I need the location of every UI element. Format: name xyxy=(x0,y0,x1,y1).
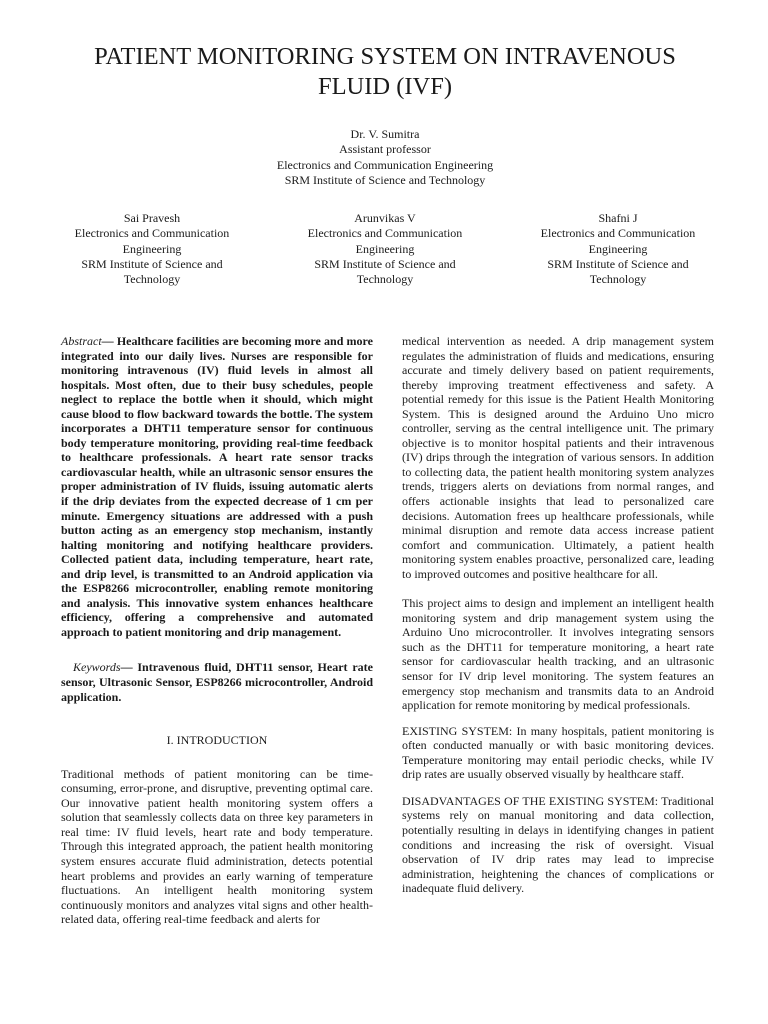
author-dept: Electronics and Communication xyxy=(540,226,696,241)
introduction-paragraph: Traditional methods of patient monitoring can be time-consuming, error-prone, and disruptive, preventing optimal care. Our innovative patient health monitoring system offers a solution that seamlessly collects data on three key parameters in real time: IV fluid levels, heart rate and body temperature. Through this integrated approach, the patient health monitoring system ensures accurate fluid administration, detects potential heart problems and provides an early warning of temperature fluctuations. An intelligent health monitoring system continuously monitors and analyzes vital signs and other health-related data, offering real-time feedback and alerts for xyxy=(61,766,373,927)
author-institute: Technology xyxy=(356,272,414,287)
body-paragraph-2: This project aims to design and implement an intelligent health monitoring system and drip management system using the Arduino Uno microcontroller. It involves integrating sensors such as the DHT11 for temperature monitoring, a heart rate sensor for cardiovascular health tracking, and an ultrasonic sensor for IV drip level monitoring. The system features an emergency stop mechanism and transmits data to an Android application for remote monitoring by medical professionals. xyxy=(402,596,714,713)
author-dept: Engineering xyxy=(588,241,648,256)
author-institute: SRM Institute of Science and xyxy=(547,256,689,271)
lead-author-name: Dr. V. Sumitra xyxy=(350,127,420,141)
lead-author-institute: SRM Institute of Science and Technology xyxy=(284,172,486,187)
author-name: Sai Pravesh xyxy=(123,211,181,225)
author-name: Arunvikas V xyxy=(354,211,416,225)
author-institute: Technology xyxy=(123,272,181,287)
body-paragraph-1: medical intervention as needed. A drip management system regulates the administration of fluids and medications, ensuring accurate and timely delivery based on patient requirements, thereby improving treatment effectiveness and safety. A potential remedy for this issue is the Patient Health Monitoring System. This is designed around the Arduino Uno micro controller, serving as the central intelligence unit. The primary objective is to monitor hospital patients and their intravenous (IV) drips through the integration of various sensors. In addition to collecting data, the patient health monitoring system analyzes trends, triggers alerts on deviations from normal ranges, and offers actionable insights that lead to personalized care decisions. Automation frees up healthcare professionals, while minimal disruption and remote data access increase patient comfort and communication. Ultimately, a patient health monitoring system enables proactive, personalized care, leading to improved outcomes and positive healthcare for all. xyxy=(402,334,714,581)
abstract-text: — Healthcare facilities are becoming more and more integrated into our daily lives. Nurses are responsible for monitoring intravenous (IV) fluid levels in almost all hospitals. Most often, due to their busy schedules, people neglect to replace the bottle when it should, which might cause blood to flow backward towards the bottle. The system incorporates a DHT11 temperature sensor for continuous body temperature monitoring, providing real-time feedback to healthcare professionals. A heart rate sensor tracks cardiovascular health, while an ultrasonic sensor ensures the proper administration of IV fluids, issuing automatic alerts if the drip deviates from the expected decrease of 1 cm per minute. Emergency situations are addressed with a push button acting as an emergency stop mechanism, instantly halting monitoring and notifying healthcare providers. Collected patient data, including temperature, heart rate, and drip level, is transmitted to an Android application via the ESP8266 microcontroller, enabling remote monitoring and analysis. This innovative system enhances healthcare efficiency, offering a comprehensive and automated approach to patient monitoring and drip management. xyxy=(61,334,373,639)
abstract-label: Abstract xyxy=(61,334,102,348)
lead-author-role: Assistant professor xyxy=(339,142,431,157)
disadvantages-paragraph: DISADVANTAGES OF THE EXISTING SYSTEM: Traditional systems rely on manual monitoring and data collection, potentially resulting in delays in identifying changes in patient conditions and increasing the risk of oversight. Visual observation of IV drip rates may lead to imprecise administration, heightening the chances of complications or inadequate fluid delivery. xyxy=(402,793,714,896)
right-column xyxy=(402,334,714,896)
paper-title: PATIENT MONITORING SYSTEM ON INTRAVENOUS FLUID (IVF) xyxy=(94,43,676,100)
author-institute: Technology xyxy=(589,272,647,287)
left-column xyxy=(61,334,373,927)
section-heading-introduction: I. INTRODUCTION xyxy=(166,733,268,748)
author-dept: Engineering xyxy=(122,241,182,256)
author-dept: Engineering xyxy=(355,241,415,256)
lead-author-block xyxy=(200,127,570,188)
author-block-3 xyxy=(528,211,708,287)
author-block-2 xyxy=(295,211,475,287)
author-name: Shafni J xyxy=(598,211,638,225)
author-dept: Electronics and Communication xyxy=(307,226,463,241)
author-block-1 xyxy=(62,211,242,287)
keywords-text: — Intravenous fluid, DHT11 sensor, Heart rate sensor, Ultrasonic Sensor, ESP8266 microcontroller, Android application. xyxy=(61,660,373,704)
author-dept: Electronics and Communication xyxy=(74,226,230,241)
existing-system-paragraph: EXISTING SYSTEM: In many hospitals, patient monitoring is often conducted manually or with basic monitoring devices. Temperature monitoring may entail periodic checks, while IV drip rates are usually observed visually by healthcare staff. xyxy=(402,723,714,782)
keywords xyxy=(61,660,373,704)
keywords-label: Keywords xyxy=(73,660,121,675)
author-institute: SRM Institute of Science and xyxy=(81,256,223,271)
lead-author-dept: Electronics and Communication Engineering xyxy=(276,157,494,172)
abstract xyxy=(61,334,373,639)
author-institute: SRM Institute of Science and xyxy=(314,256,456,271)
